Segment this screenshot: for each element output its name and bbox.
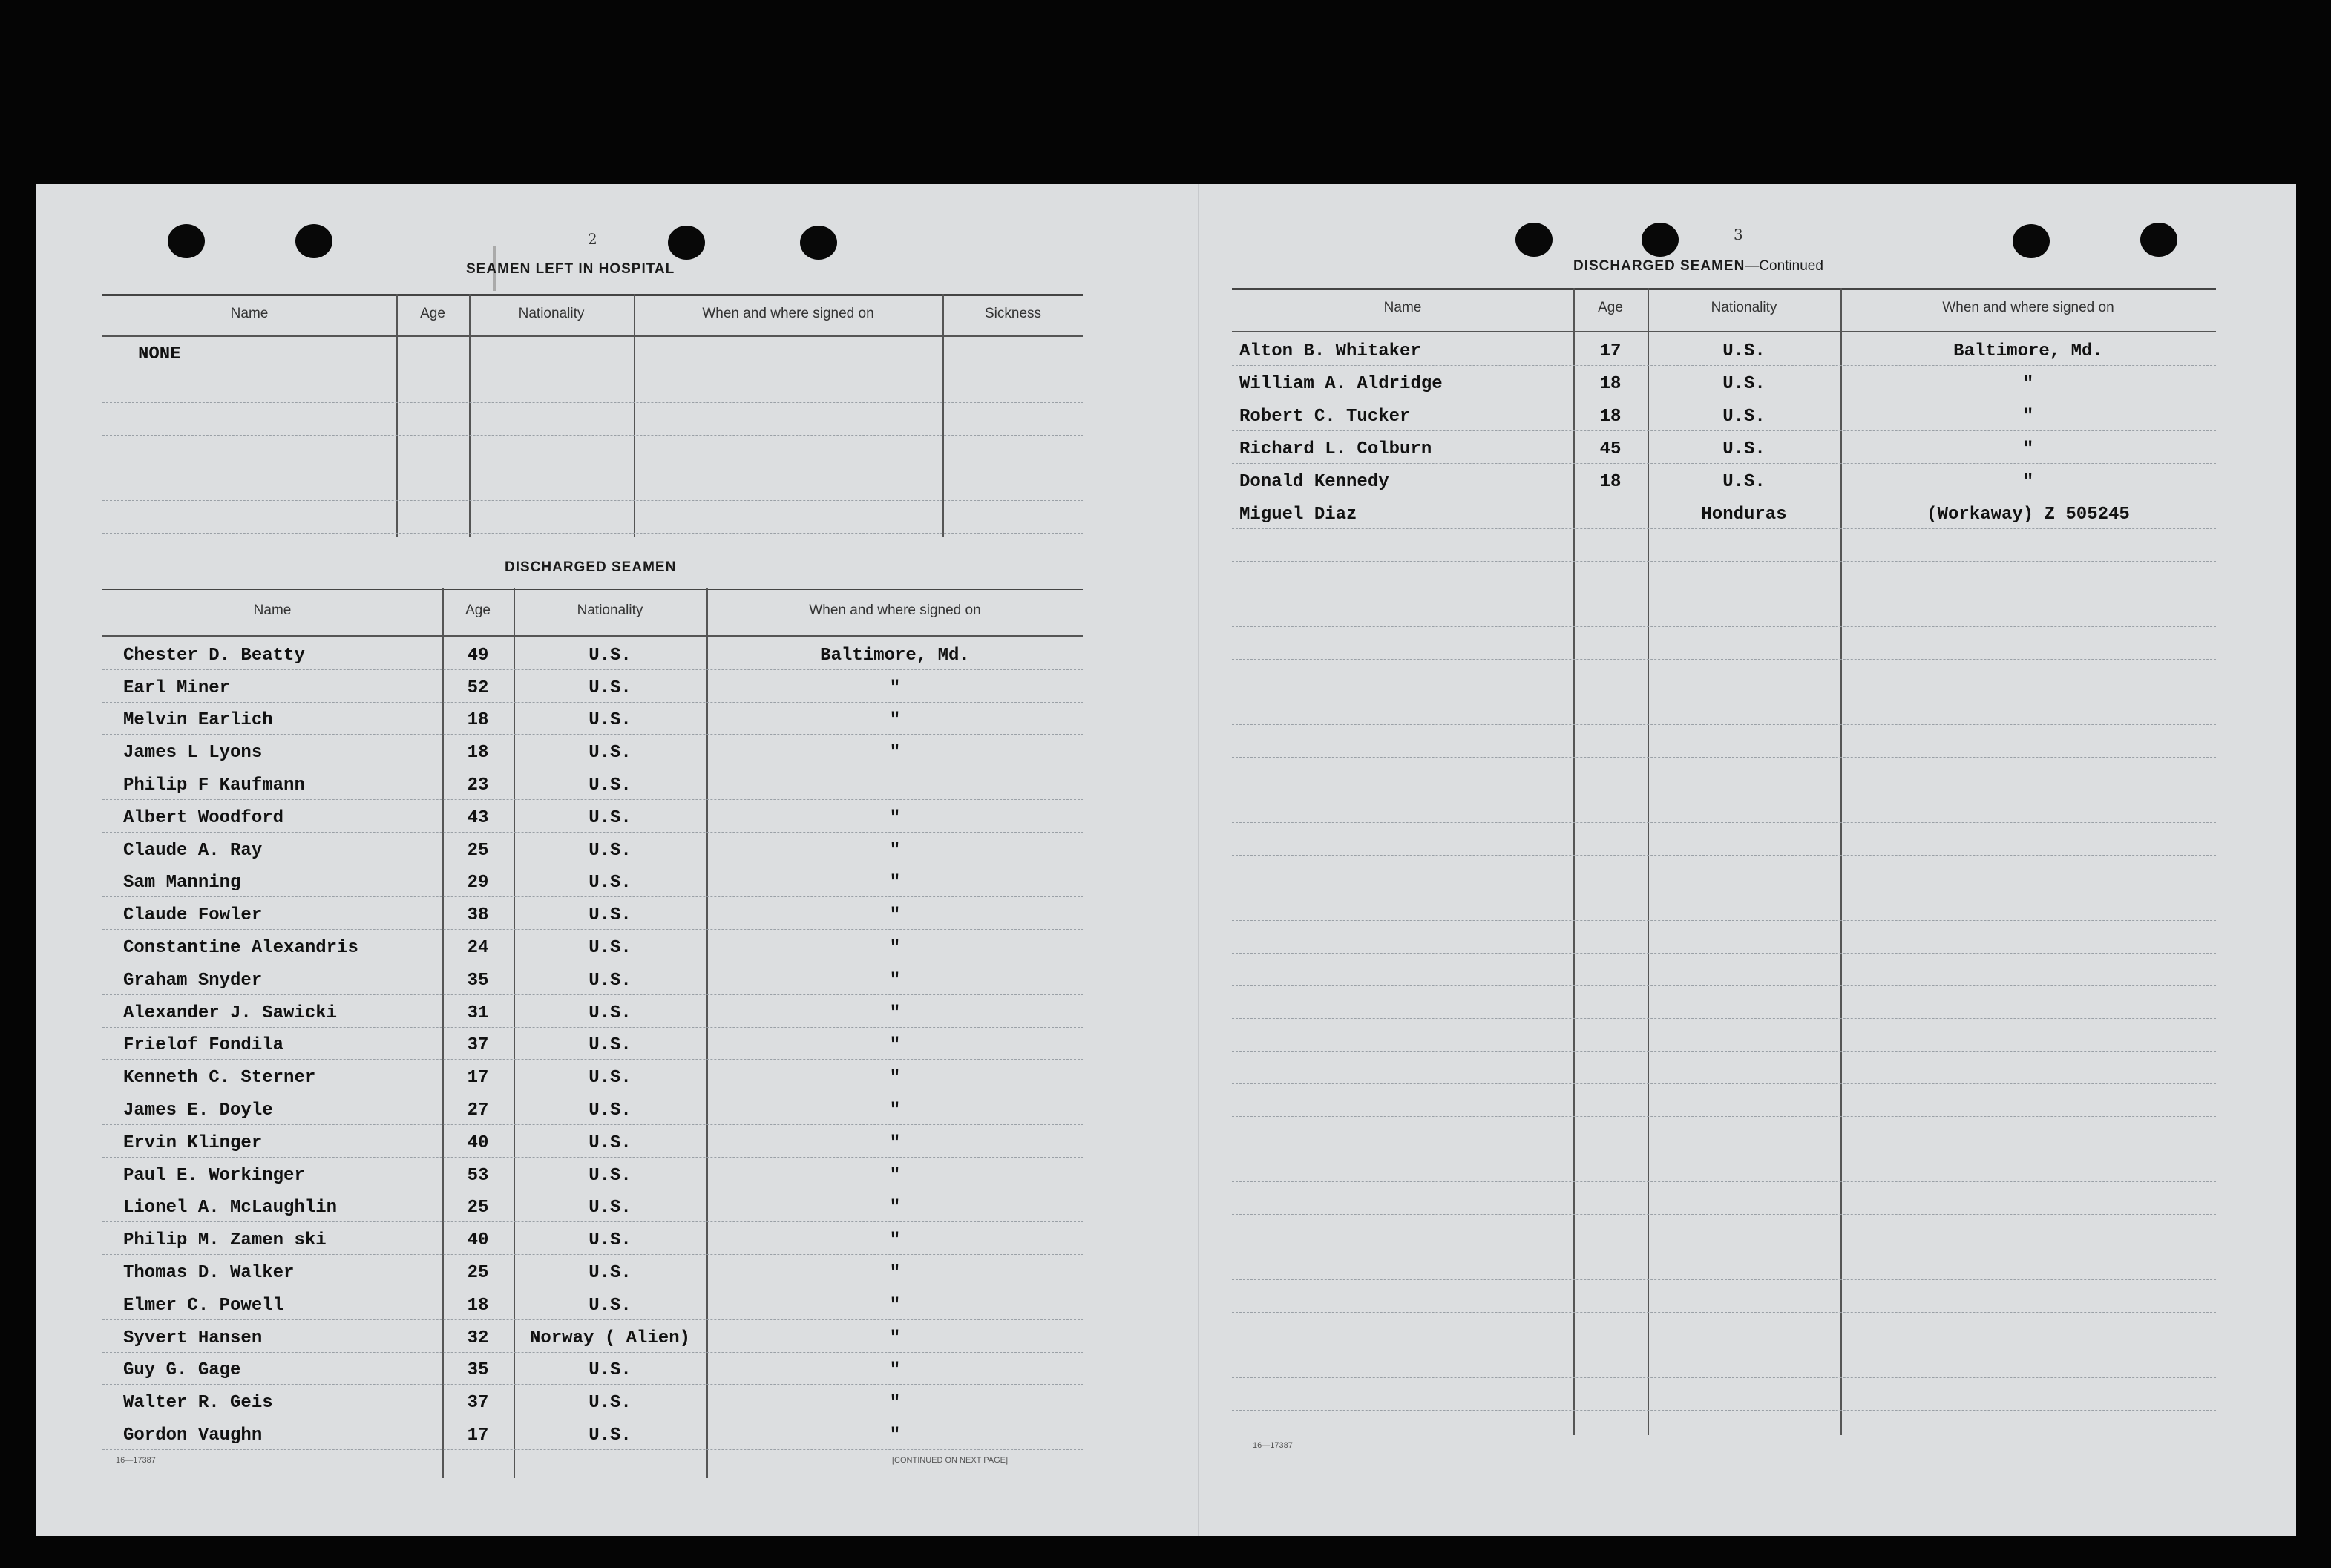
cell-name: Claude Fowler bbox=[123, 905, 263, 926]
cell-name: Miguel Diaz bbox=[1239, 505, 1357, 525]
table-row bbox=[1232, 790, 2216, 823]
hospital-section-title: SEAMEN LEFT IN HOSPITAL bbox=[466, 261, 675, 277]
cell-signed: " bbox=[2022, 407, 2034, 427]
discharged-section-title: DISCHARGED SEAMEN bbox=[505, 560, 677, 575]
cell-name: Paul E. Workinger bbox=[123, 1165, 305, 1186]
punch-hole bbox=[1642, 223, 1679, 257]
cell-name: Syvert Hansen bbox=[123, 1328, 263, 1348]
cell-signed: " bbox=[2022, 472, 2034, 492]
cell-signed: " bbox=[889, 1393, 901, 1414]
cell-signed: " bbox=[889, 1068, 901, 1089]
table-row bbox=[1232, 1214, 2216, 1247]
form-number-right: 16—17387 bbox=[1253, 1441, 1293, 1450]
table-row bbox=[1232, 724, 2216, 758]
cell-signed: " bbox=[889, 840, 901, 861]
table-row bbox=[1232, 1279, 2216, 1313]
cell-age: 40 bbox=[467, 1132, 489, 1153]
cell-signed: " bbox=[2022, 374, 2034, 394]
column-header-nationality: Nationality bbox=[1711, 300, 1777, 315]
cell-name: Philip M. Zamen ski bbox=[123, 1230, 327, 1251]
cell-name: Frielof Fondila bbox=[123, 1035, 284, 1056]
table-row bbox=[1232, 1051, 2216, 1084]
cell-signed: " bbox=[889, 807, 901, 828]
column-header-name: Name bbox=[1383, 300, 1422, 315]
cell-signed: " bbox=[889, 1426, 901, 1446]
cell-name: James E. Doyle bbox=[123, 1100, 273, 1121]
cell-signed: " bbox=[889, 1132, 901, 1153]
table-row bbox=[1232, 888, 2216, 921]
cell-nationality: Honduras bbox=[1701, 505, 1787, 525]
punch-hole bbox=[168, 224, 205, 258]
cell-name: Elmer C. Powell bbox=[123, 1295, 284, 1316]
cell-age: 24 bbox=[467, 938, 489, 958]
cell-signed: Baltimore, Md. bbox=[1953, 341, 2103, 361]
column-header-nationality: Nationality bbox=[577, 603, 643, 618]
cell-age: 18 bbox=[467, 1295, 489, 1316]
table-row bbox=[1232, 594, 2216, 627]
cell-name: Alexander J. Sawicki bbox=[123, 1003, 338, 1023]
cell-age: 45 bbox=[1599, 439, 1622, 459]
cell-nationality: U.S. bbox=[589, 743, 632, 764]
discharged-table-left bbox=[102, 588, 1083, 1478]
table-row bbox=[1232, 561, 2216, 594]
cell-nationality: U.S. bbox=[589, 1165, 632, 1186]
cell-age: 37 bbox=[467, 1393, 489, 1414]
cell-signed: " bbox=[889, 1230, 901, 1251]
cell-age: 17 bbox=[1599, 341, 1622, 361]
cell-name: Earl Miner bbox=[123, 678, 231, 698]
cell-signed: " bbox=[889, 873, 901, 893]
table-row bbox=[1232, 659, 2216, 692]
cell-age: 53 bbox=[467, 1165, 489, 1186]
cell-nationality: U.S. bbox=[1722, 341, 1766, 361]
cell-signed: " bbox=[889, 938, 901, 958]
cell-age: 35 bbox=[467, 1360, 489, 1381]
cell-name: Alton B. Whitaker bbox=[1239, 341, 1421, 361]
table-row bbox=[1232, 692, 2216, 725]
cell-nationality: U.S. bbox=[1722, 439, 1766, 459]
cell-nationality: U.S. bbox=[589, 873, 632, 893]
cell-nationality: U.S. bbox=[1722, 472, 1766, 492]
cell-age: 40 bbox=[467, 1230, 489, 1251]
discharged-continued-title bbox=[1573, 258, 1823, 275]
column-header-name: Name bbox=[230, 306, 269, 321]
table-row bbox=[1232, 1377, 2216, 1411]
column-header-age: Age bbox=[420, 306, 445, 321]
cell-name: Chester D. Beatty bbox=[123, 645, 305, 666]
punch-hole bbox=[1515, 223, 1553, 257]
page-number-left: 2 bbox=[588, 230, 597, 248]
cell-age: 17 bbox=[467, 1426, 489, 1446]
form-number-left: 16—17387 bbox=[116, 1456, 156, 1465]
cell-name: Ervin Klinger bbox=[123, 1132, 263, 1153]
cell-nationality: U.S. bbox=[589, 938, 632, 958]
punch-hole bbox=[800, 226, 837, 260]
punch-hole bbox=[668, 226, 705, 260]
discharged-table-right bbox=[1232, 288, 2216, 1435]
table-row bbox=[1232, 1181, 2216, 1215]
document-sheet bbox=[36, 184, 2296, 1536]
cell-age: 18 bbox=[467, 743, 489, 764]
cell-age: 18 bbox=[1599, 374, 1622, 394]
cell-name: Lionel A. McLaughlin bbox=[123, 1198, 338, 1218]
table-row bbox=[1232, 528, 2216, 562]
cell-nationality: U.S. bbox=[589, 970, 632, 991]
cell-nationality: U.S. bbox=[589, 840, 632, 861]
cell-age: 18 bbox=[467, 710, 489, 731]
cell-age: 17 bbox=[467, 1068, 489, 1089]
cell-signed: " bbox=[889, 1003, 901, 1023]
punch-hole bbox=[2140, 223, 2177, 257]
cell-signed: " bbox=[889, 1295, 901, 1316]
cell-name: Donald Kennedy bbox=[1239, 472, 1389, 492]
punch-hole bbox=[2013, 224, 2050, 258]
column-header-signed-on: When and where signed on bbox=[809, 603, 981, 618]
table-row bbox=[1232, 1312, 2216, 1345]
cell-age: 18 bbox=[1599, 407, 1622, 427]
cell-age: 25 bbox=[467, 1198, 489, 1218]
table-row bbox=[1232, 1116, 2216, 1149]
cell-signed: " bbox=[889, 1165, 901, 1186]
cell-age: 25 bbox=[467, 1263, 489, 1283]
column-header-age: Age bbox=[465, 603, 491, 618]
cell-name: William A. Aldridge bbox=[1239, 374, 1443, 394]
cell-nationality: U.S. bbox=[589, 1100, 632, 1121]
cell-age: 29 bbox=[467, 873, 489, 893]
cell-age: 25 bbox=[467, 840, 489, 861]
cell-nationality: U.S. bbox=[589, 1393, 632, 1414]
column-header-name: Name bbox=[253, 603, 292, 618]
cell-signed: (Workaway) Z 505245 bbox=[1927, 505, 2130, 525]
column-header-sickness: Sickness bbox=[984, 306, 1042, 321]
title-text: DISCHARGED SEAMEN bbox=[1573, 258, 1745, 274]
cell-nationality: U.S. bbox=[589, 1068, 632, 1089]
cell-signed: " bbox=[889, 1263, 901, 1283]
cell-age: 37 bbox=[467, 1035, 489, 1056]
cell-age: 43 bbox=[467, 807, 489, 828]
cell-signed: " bbox=[889, 743, 901, 764]
table-row bbox=[1232, 985, 2216, 1019]
cell-signed: Baltimore, Md. bbox=[820, 645, 970, 666]
column-header-signed-on: When and where signed on bbox=[1942, 300, 2114, 315]
cell-nationality: U.S. bbox=[589, 905, 632, 926]
punch-hole bbox=[295, 224, 332, 258]
cell-name: Thomas D. Walker bbox=[123, 1263, 295, 1283]
cell-nationality: U.S. bbox=[589, 1035, 632, 1056]
cell-nationality: U.S. bbox=[589, 710, 632, 731]
cell-signed: " bbox=[889, 710, 901, 731]
cell-name: Sam Manning bbox=[123, 873, 241, 893]
cell-age: 31 bbox=[467, 1003, 489, 1023]
cell-name: Gordon Vaughn bbox=[123, 1426, 263, 1446]
cell-age: 38 bbox=[467, 905, 489, 926]
cell-signed: " bbox=[889, 1198, 901, 1218]
cell-nationality: U.S. bbox=[589, 1003, 632, 1023]
cell-nationality: U.S. bbox=[589, 1426, 632, 1446]
cell-nationality: U.S. bbox=[589, 1198, 632, 1218]
cell-name: Robert C. Tucker bbox=[1239, 407, 1411, 427]
cell-nationality: U.S. bbox=[589, 1263, 632, 1283]
cell-nationality: U.S. bbox=[589, 807, 632, 828]
cell-age: 18 bbox=[1599, 472, 1622, 492]
cell-age: 35 bbox=[467, 970, 489, 991]
table-row bbox=[1232, 1018, 2216, 1052]
cell-signed: " bbox=[2022, 439, 2034, 459]
cell-name: Richard L. Colburn bbox=[1239, 439, 1432, 459]
hospital-none-entry: NONE bbox=[138, 344, 181, 364]
title-suffix: —Continued bbox=[1745, 258, 1823, 274]
page-fold bbox=[1198, 184, 1199, 1536]
cell-nationality: U.S. bbox=[589, 678, 632, 698]
table-row bbox=[1232, 822, 2216, 856]
cell-nationality: U.S. bbox=[1722, 374, 1766, 394]
cell-name: Graham Snyder bbox=[123, 970, 263, 991]
cell-age: 32 bbox=[467, 1328, 489, 1348]
table-row bbox=[1232, 953, 2216, 986]
cell-name: James L Lyons bbox=[123, 743, 263, 764]
cell-nationality: Norway ( Alien) bbox=[529, 1328, 691, 1348]
cell-name: Constantine Alexandris bbox=[123, 938, 358, 958]
table-row bbox=[1232, 626, 2216, 660]
cell-name: Melvin Earlich bbox=[123, 710, 273, 731]
column-header-signed-on: When and where signed on bbox=[702, 306, 874, 321]
cell-signed: " bbox=[889, 1360, 901, 1381]
page-number-right: 3 bbox=[1734, 226, 1743, 243]
table-row bbox=[1232, 920, 2216, 954]
cell-age: 49 bbox=[467, 645, 489, 666]
cell-name: Albert Woodford bbox=[123, 807, 284, 828]
cell-nationality: U.S. bbox=[1722, 407, 1766, 427]
cell-age: 23 bbox=[467, 775, 489, 796]
cell-name: Walter R. Geis bbox=[123, 1393, 273, 1414]
column-header-nationality: Nationality bbox=[518, 306, 585, 321]
cell-signed: " bbox=[889, 1100, 901, 1121]
cell-nationality: U.S. bbox=[589, 1230, 632, 1251]
cell-signed: " bbox=[889, 905, 901, 926]
hospital-table bbox=[102, 294, 1083, 537]
cell-name: Claude A. Ray bbox=[123, 840, 263, 861]
cell-nationality: U.S. bbox=[589, 1132, 632, 1153]
cell-nationality: U.S. bbox=[589, 645, 632, 666]
continued-note: [CONTINUED ON NEXT PAGE] bbox=[892, 1456, 1009, 1465]
table-row bbox=[1232, 1247, 2216, 1280]
cell-age: 52 bbox=[467, 678, 489, 698]
cell-nationality: U.S. bbox=[589, 1295, 632, 1316]
cell-nationality: U.S. bbox=[589, 775, 632, 796]
cell-signed: " bbox=[889, 678, 901, 698]
table-row bbox=[1232, 1345, 2216, 1378]
table-row bbox=[1232, 855, 2216, 888]
cell-age: 27 bbox=[467, 1100, 489, 1121]
cell-name: Philip F Kaufmann bbox=[123, 775, 305, 796]
table-row bbox=[1232, 757, 2216, 790]
cell-signed: " bbox=[889, 1328, 901, 1348]
table-row bbox=[1232, 1149, 2216, 1182]
cell-name: Guy G. Gage bbox=[123, 1360, 241, 1381]
cell-signed: " bbox=[889, 1035, 901, 1056]
cell-name: Kenneth C. Sterner bbox=[123, 1068, 316, 1089]
cell-nationality: U.S. bbox=[589, 1360, 632, 1381]
cell-signed: " bbox=[889, 970, 901, 991]
table-row bbox=[1232, 1083, 2216, 1117]
column-header-age: Age bbox=[1598, 300, 1623, 315]
